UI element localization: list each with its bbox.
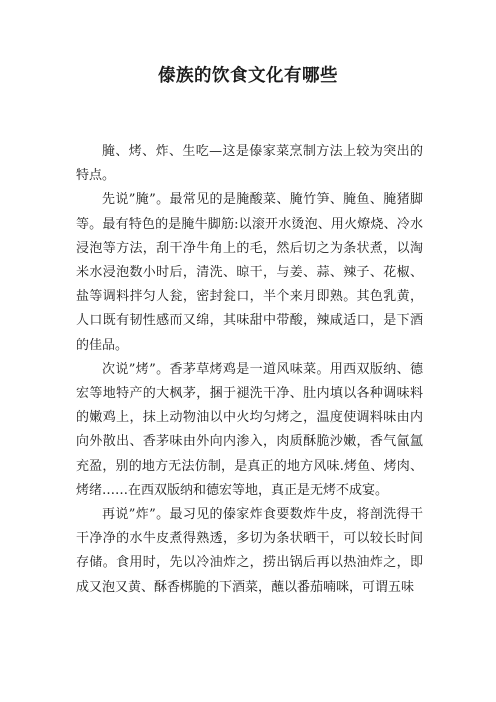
document-body: [76, 140, 423, 600]
document-title: 傣族的饮食文化有哪些: [158, 66, 338, 86]
paragraph-pickling: 先说”腌”。最常见的是腌酸菜、腌竹笋、腌鱼、腌猪脚等。最有特色的是腌牛脚筋:以滚开水烫泡、用火燎烧、冷水浸泡等方法，刮干净牛角上的毛，然后切之为条状煮，以淘米水浸泡数小时后，清洗、晾干，与姜、蒜、辣子、花椒、盐等调料拌匀人瓮，密封瓮口，半个来月即熟。其色乳黄，人口既有韧性感而又绵，其味甜中带酸，辣咸适口，是下酒的佳品。: [76, 192, 423, 353]
paragraph-roasting: 次说”烤”。香茅草烤鸡是一道风味菜。用西双版纳、德宏等地特产的大枫茅，捆于褪洗干净、肚内填以各种调味料的嫩鸡上，抹上动物油以中火均匀烤之，温度使调料味由内向外散出、香茅味由外向内渗入，肉质酥脆沙嫩，香气氤氲充盈，别的地方无法仿制，是真正的地方风味.烤鱼、烤肉、烤绪……在西双版纳和德宏等地，真正是无烤不成宴。: [76, 361, 423, 498]
paragraph-intro: 腌、烤、炸、生吃—这是傣家菜烹制方法上较为突出的特点。: [76, 144, 423, 184]
paragraph-frying: 再说”炸”。最习见的傣家炸食要数炸牛皮，将剖洗得干干净净的水牛皮煮得熟透，多切为条状晒干，可以较长时间存储。食用时，先以冷油炸之，捞出锅后再以热油炸之，即成又泡又黄、酥香梆脆的下酒菜，蘸以番茄喃咪，可谓五味: [76, 507, 423, 595]
